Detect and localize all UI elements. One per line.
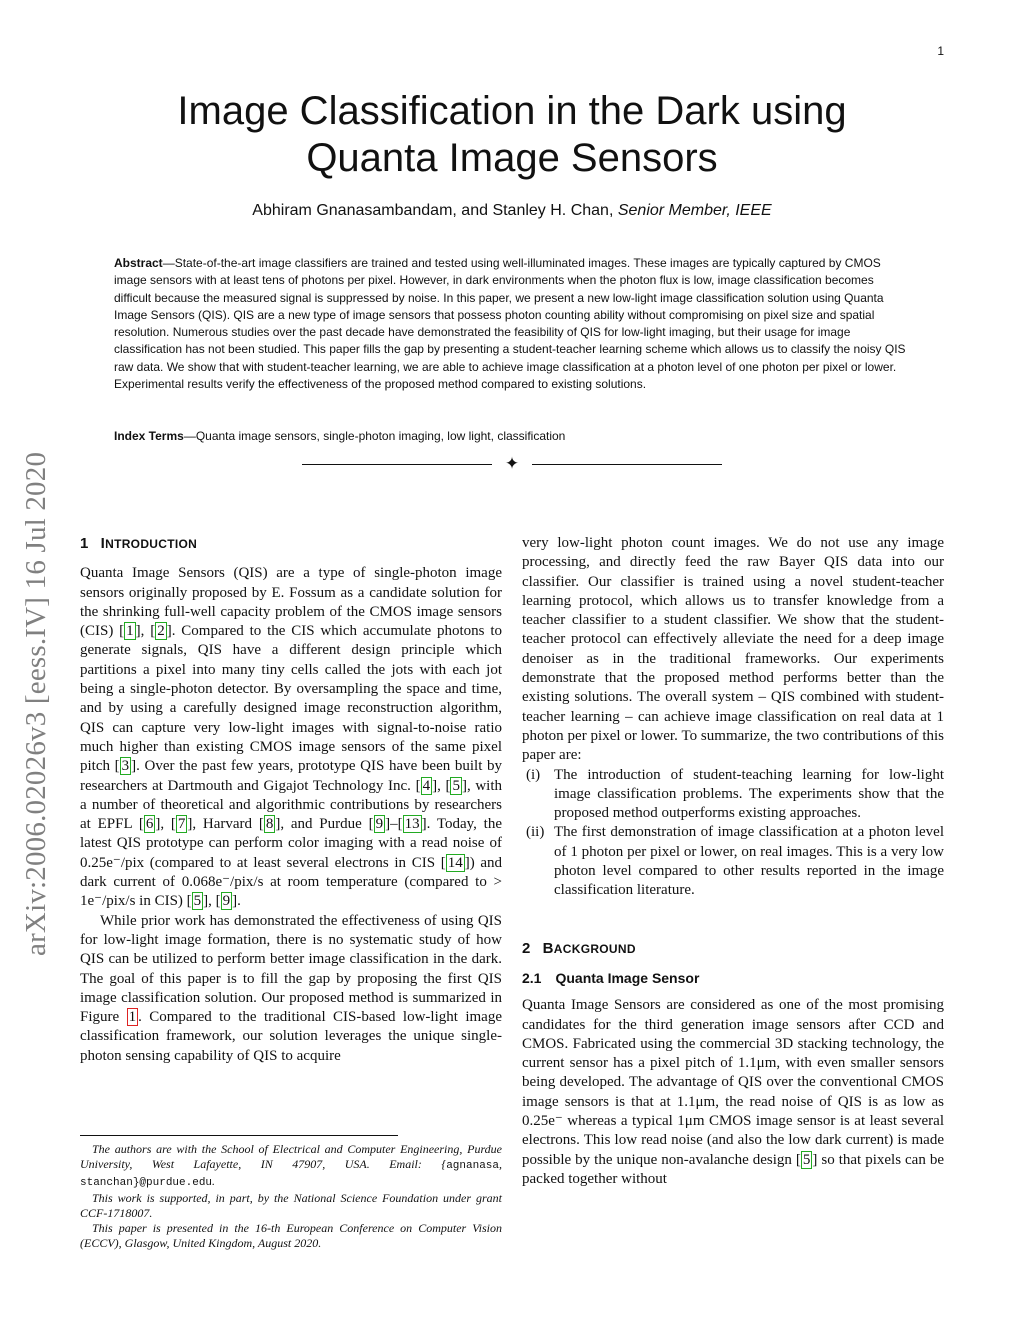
section-heading-background bbox=[522, 939, 944, 959]
citation-link[interactable]: 8 bbox=[265, 816, 274, 833]
text-run: While prior work has demonstrated the effectiveness of using QIS for low-light image formation, there is no systematic study of how QIS can be utilized to perform better image classification in the dark. The goal of this paper is to fill the gap by proposing the first QIS image classification solution. Our proposed method is summarized in Figure bbox=[80, 912, 502, 1026]
text-run: . Compared to the CIS which accumulate photons to generate signals, QIS have a different design principle which partitions a pixel into many tiny cells called the jots with each jot being a single-photon detector. By oversampling the space and time, and by using a carefully designed image reconstruction algorithm, QIS can capture very low-light images with signal-to-noise ratio much higher than existing CMOS image sensors of the same pixel pitch bbox=[80, 623, 502, 775]
intro-paragraph-2-continued: very low-light photon count images. We do not use any image processing, and directly feed the raw Bayer QIS data into our classifier. Our classifier is trained using a novel student-teacher learning protocol, which allows us to transfer knowledge from a teacher classifier to a student classifier. We show that the student-teacher protocol can effectively alleviate the need for a deep image denoiser as in the traditional frameworks. Our experiments demonstrate that the proposed method performs better than the existing solutions. The overall system – QIS combined with student-teacher learning – can achieve image classification on real data at 1 photon per pixel or lower. To summarize, the two contributions of this paper are: bbox=[522, 535, 944, 764]
citation-link[interactable]: 14 bbox=[447, 854, 463, 871]
background-paragraph-1: Quanta Image Sensors are considered as one of the most promising candidates for the third generation image sensors after CCD and CMOS. Fabricated using the commercial 3D stacking technology, the current sensor has a pixel pitch of 1.1μm, with even smaller sensors being developed. The advantage of QIS over the conventional CMOS image sensors is that at 1.1μm, the read noise of QIS is as low as 0.25e⁻ whereas a typical 1μm CMOS image sensor is at least several electrons. This low read noise (and also the low dark current) is made possible by the unique non-avalanche design [ 5 ] so that pixels can be packed together without bbox=[522, 997, 944, 1187]
citation-link[interactable]: 9 bbox=[375, 816, 384, 833]
citation-link[interactable]: 5 bbox=[193, 893, 202, 910]
section-number: 2 bbox=[522, 939, 531, 957]
author-role: Senior Member, IEEE bbox=[617, 202, 772, 219]
text-run: ) and dark current of 0.068e⁻/pix/s at room temperature (compared to > 1e⁻/pix/s in CIS) bbox=[80, 854, 502, 910]
text-run: , bbox=[208, 893, 216, 910]
section-divider bbox=[302, 456, 722, 474]
divider-line-right bbox=[532, 464, 722, 465]
text-run: – bbox=[390, 816, 398, 833]
citation-link[interactable]: 9 bbox=[222, 893, 231, 910]
author-names: Abhiram Gnanasambandam, and Stanley H. Chan, bbox=[252, 202, 614, 219]
section-title-rest: ACKGROUND bbox=[553, 941, 636, 956]
citation-link[interactable]: 2 bbox=[157, 623, 165, 640]
footnote-affiliation bbox=[80, 1142, 502, 1191]
text-run: Quanta Image Sensors are considered as one of the most promising candidates for the third generation image sensors after CCD and CMOS. Fabricated using the commercial 3D stacking technology, the current sensor has a pixel pitch of 1.1μm, with even smaller sensors being developed. The advantage of QIS over the conventional CMOS image sensors is that at 1.1μm, the read noise of QIS is as low as 0.25e⁻ whereas a typical 1μm CMOS image sensor is at least several electrons. This low read noise (and also the low dark current) is made possible by the unique non-avalanche design bbox=[522, 997, 944, 1168]
section-title-rest: NTRODUCTION bbox=[105, 537, 198, 551]
text-run: . Compared to the traditional CIS-based low-light image classification framework, our solution leverages the unique single-photon sensing capability of QIS to acquire bbox=[80, 1009, 502, 1064]
intro-paragraph-1: Quanta Image Sensors (QIS) are a type of single-photon image sensors originally proposed by E. Fossum as a candidate solution for the shrinking full-well capacity problem of the CMOS image sensors (CIS) [ 1 ], [ 2 ]. Compared to the CIS which accumulate photons to generate signals, QIS have a different design principle which partitions a pixel into many tiny cells called the jots with each jot being a single-photon detector. By oversampling the space and time, and by using a carefully designed image reconstruction algorithm, QIS can capture very low-light images with signal-to-noise ratio much higher than existing CMOS image sensors of the same pixel pitch [ 3 ]. Over the past few years, prototype QIS have been built by researchers at Dartmouth and Gigajot Technology Inc. [ 4 ], [ 5 ], with a number of theoretical and algorithmic contributions by researchers at EPFL [ 6 ], [ 7 ], Harvard [ 8 ], and Purdue [ 9 ]–[ 13 ]. Today, the latest QIS prototype can perform color imaging with a read noise of 0.25e⁻/pix (compared to at least several electrons in CIS [ 14 ]) and dark current of 0.068e⁻/pix/s at room temperature (compared to > 1e⁻/pix/s in CIS) [ 5 ], [ 9 ]. bbox=[80, 565, 503, 910]
list-item-text: The first demonstration of image classification at a photon level of 1 photon per pixel or lower, on real images. This is a very low photon level compared to other results reported in the image classification literature. bbox=[554, 824, 944, 899]
index-terms-label: Index Terms bbox=[114, 429, 184, 443]
list-item-text: The introduction of student-teaching learning for low-light image classification problems. The experiments show that the proposed method outperforms existing approaches. bbox=[554, 766, 944, 822]
contributions-list bbox=[522, 766, 944, 901]
list-item bbox=[522, 766, 944, 824]
text-run: , and Purdue bbox=[280, 816, 369, 833]
abstract-label: Abstract bbox=[114, 256, 163, 270]
subsection-number: 2.1 bbox=[522, 969, 542, 986]
citation-link[interactable]: 4 bbox=[422, 777, 431, 794]
text-run: , bbox=[160, 816, 171, 833]
section-title-initial: I bbox=[100, 535, 106, 552]
footnote-funding: This work is supported, in part, by the National Science Foundation under grant CCF-1718007. bbox=[80, 1191, 502, 1220]
intro-paragraph-2 bbox=[80, 912, 502, 1066]
text-run: , bbox=[499, 1157, 502, 1171]
email-user: stanchan bbox=[80, 1177, 133, 1189]
text-run: . Over the past few years, prototype QIS have been built by researchers at Dartmouth and Gigajot Technology Inc. bbox=[80, 758, 502, 794]
citation-link[interactable]: 7 bbox=[177, 816, 186, 833]
footnote-venue: This paper is presented in the 16-th European Conference on Computer Vision (ECCV), Glasgow, United Kingdom, August 2020. bbox=[80, 1221, 502, 1250]
citation-link[interactable]: 3 bbox=[121, 758, 130, 775]
text-run: , with a number of theoretical and algorithmic contributions by researchers at EPFL bbox=[80, 777, 503, 833]
author-line bbox=[120, 202, 904, 220]
divider-line-left bbox=[302, 464, 492, 465]
text-run: , bbox=[437, 777, 446, 794]
subsection-title: Quanta Image Sensor bbox=[555, 969, 700, 986]
text-run: . bbox=[212, 1174, 216, 1188]
text-run: Quanta Image Sensors (QIS) are a type of single-photon image sensors originally proposed by E. Fossum as a candidate solution for the shrinking full-well capacity problem of the CMOS image sensors (CIS) bbox=[80, 565, 502, 640]
section-heading-introduction bbox=[80, 534, 502, 554]
abstract-text: —State-of-the-art image classifiers are trained and tested using well-illuminated images. These images are typically captured by CMOS image sensors with at least tens of photons per pixel. However, in dark environments when the photon flux is low, image classification becomes difficult because the measured signal is suppressed by noise. In this paper, we present a new low-light image classification solution using Quanta Image Sensors (QIS). QIS are a new type of image sensors that possess photon counting ability without compromising on pixel size and spatial resolution. Numerous studies over the past decade have demonstrated the feasibility of QIS for low-light imaging, but their usage for image classification has not been studied. This paper fills the gap by presenting a student-teacher learning scheme which allows us to classify the noisy QIS raw data. We show that with student-teacher learning, we are able to achieve image classification at a photon level of one photon per pixel or lower. Experimental results verify the effectiveness of the proposed method compared to existing solutions. bbox=[114, 256, 906, 392]
divider-star-icon: ✦ bbox=[504, 454, 520, 474]
citation-link[interactable]: 6 bbox=[145, 816, 154, 833]
email-domain: }@purdue.edu bbox=[132, 1177, 213, 1189]
right-column bbox=[522, 534, 944, 1189]
email-user: agnanasa bbox=[446, 1160, 499, 1172]
list-item bbox=[522, 823, 944, 900]
list-marker: (ii) bbox=[526, 824, 545, 841]
abstract bbox=[114, 255, 910, 393]
arxiv-stamp: arXiv:2006.02026v3 [eess.IV] 16 Jul 2020 bbox=[20, 451, 52, 956]
citation-link[interactable]: 1 bbox=[126, 623, 134, 640]
section-number: 1 bbox=[80, 535, 89, 552]
index-terms-text: —Quanta image sensors, single-photon imaging, low light, classification bbox=[183, 429, 566, 443]
citation-link[interactable]: 13 bbox=[404, 816, 420, 833]
figure-link[interactable]: 1 bbox=[128, 1009, 137, 1026]
footnote-rule bbox=[80, 1135, 398, 1136]
citation-link[interactable]: 5 bbox=[802, 1151, 811, 1168]
footnotes bbox=[80, 1142, 502, 1251]
list-marker: (i) bbox=[526, 766, 541, 783]
text-run: so that pixels can be packed together without bbox=[522, 1151, 944, 1187]
index-terms bbox=[114, 429, 910, 443]
text-run: , Harvard bbox=[192, 816, 259, 833]
text-run: , bbox=[140, 623, 151, 640]
page-number: 1 bbox=[937, 44, 944, 58]
text-run: . bbox=[237, 893, 241, 910]
text-run: The authors are with the School of Electrical and Computer Engineering, Purdue University, West Lafayette, IN 47907, USA. Email: { bbox=[80, 1142, 502, 1171]
paper-title: Image Classification in the Dark using Quanta Image Sensors bbox=[177, 89, 847, 180]
citation-link[interactable]: 5 bbox=[452, 777, 460, 794]
text-run: . Today, the latest QIS prototype can perform color imaging with a read noise of 0.25e⁻/pix (compared to at least several electrons in CIS bbox=[80, 816, 502, 871]
left-column bbox=[80, 534, 502, 1066]
subsection-heading-qis bbox=[522, 969, 944, 988]
section-title-initial: B bbox=[542, 939, 554, 957]
